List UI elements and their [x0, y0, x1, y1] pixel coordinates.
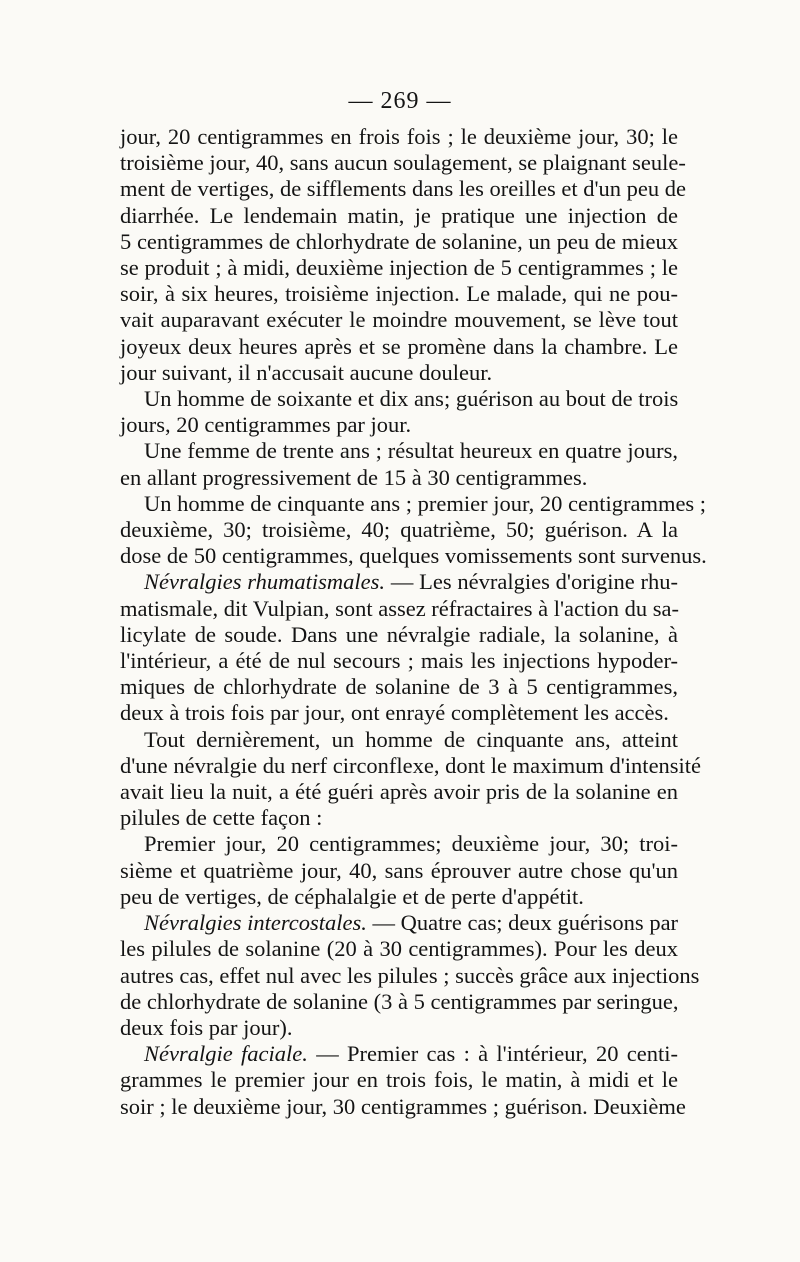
line-text: matismale, dit Vulpian, sont assez réfractaires à l'action du sa- — [120, 595, 679, 621]
line-text: peu de vertiges, de céphalalgie et de perte d'appétit. — [120, 883, 584, 909]
page-number: — 269 — — [348, 88, 452, 114]
paragraph — [120, 726, 702, 832]
text-line — [120, 989, 678, 1015]
line-text: pilules de cette façon : — [120, 805, 323, 831]
text-line — [120, 1041, 678, 1067]
text-line — [120, 962, 700, 989]
line-text: d'une névralgie du nerf circonflexe, dont le maximum d'intensité — [120, 752, 702, 778]
text-line — [120, 360, 678, 386]
line-text: vait auparavant exécuter le moindre mouvement, se lève tout — [120, 307, 678, 333]
section-heading: Névralgies rhumatismales. — [144, 569, 386, 595]
line-text: l'intérieur, a été de nul secours ; mais les injections hypoder- — [120, 648, 678, 674]
text-line — [120, 229, 678, 255]
text-line — [120, 203, 678, 229]
body-text — [120, 124, 707, 1120]
text-line — [120, 307, 678, 333]
line-text: les pilules de solanine (20 à 30 centigrammes). Pour les deux — [120, 936, 678, 962]
text-line — [120, 490, 707, 517]
text-line — [120, 176, 686, 202]
line-text: Un homme de soixante et dix ans; guérison au bout de trois — [144, 386, 679, 412]
section-heading: Névralgie faciale. — [144, 1041, 308, 1067]
paragraph — [120, 831, 678, 910]
text-line — [120, 910, 678, 936]
text-line — [120, 124, 678, 150]
text-line — [120, 255, 678, 281]
line-text: grammes le premier jour en trois fois, le matin, à midi et le — [120, 1067, 678, 1093]
line-text: jour, 20 centigrammes en frois fois ; le deuxième jour, 30; le — [120, 124, 678, 149]
line-text: de chlorhydrate de solanine (3 à 5 centigrammes par seringue, — [120, 988, 679, 1014]
line-text: sième et quatrième jour, 40, sans éprouver autre chose qu'un — [120, 857, 678, 883]
section-heading: Névralgies intercostales. — [144, 910, 367, 936]
line-text: 5 centigrammes de chlorhydrate de solanine, un peu de mieux — [120, 228, 678, 254]
text-line — [120, 858, 678, 884]
text-line — [120, 884, 678, 910]
line-text: Tout dernièrement, un homme de cinquante ans, atteint — [144, 726, 678, 752]
line-text: se produit ; à midi, deuxième injection de 5 centigrammes ; le — [120, 255, 678, 281]
line-text: dose de 50 centigrammes, quelques vomissements sont survenus. — [120, 543, 707, 569]
text-line — [120, 831, 678, 857]
text-line — [120, 622, 678, 648]
line-text: — Premier cas : à l'intérieur, 20 centi- — [307, 1041, 679, 1067]
paragraph — [120, 124, 686, 386]
paragraph — [120, 569, 678, 726]
paragraph — [120, 490, 707, 570]
line-text: Premier jour, 20 centigrammes; deuxième jour, 30; troi- — [144, 831, 678, 857]
line-text: — Les névralgies d'origine rhu- — [385, 569, 678, 595]
line-text: jour suivant, il n'accusait aucune douleur. — [120, 359, 493, 385]
paragraph — [120, 438, 678, 490]
text-line — [120, 281, 678, 307]
line-text: autres cas, effet nul avec les pilules ; succès grâce aux injections — [120, 962, 700, 988]
paragraph — [120, 1041, 686, 1120]
text-line — [120, 569, 678, 595]
line-text: licylate de soude. Dans une névralgie radiale, la solanine, à — [120, 621, 678, 647]
line-text: Une femme de trente ans ; résultat heureux en quatre jours, — [144, 438, 678, 464]
line-text: Un homme de cinquante ans ; premier jour, 20 centigrammes ; — [144, 490, 707, 516]
text-line — [120, 334, 678, 360]
text-line — [120, 438, 678, 464]
line-text: diarrhée. Le lendemain matin, je pratique une injection de — [120, 202, 678, 228]
line-text: joyeux deux heures après et se promène dans la chambre. Le — [120, 333, 678, 359]
text-line — [120, 465, 678, 491]
text-line — [120, 517, 678, 543]
text-line — [120, 674, 678, 700]
line-text: soir, à six heures, troisième injection. Le malade, qui ne pou- — [120, 281, 678, 307]
line-text: deux à trois fois par jour, ont enrayé complètement les accès. — [120, 700, 669, 726]
text-line — [120, 596, 678, 622]
text-line — [120, 150, 686, 176]
line-text: avait lieu la nuit, a été guéri après avoir pris de la solanine en — [120, 779, 678, 805]
text-line — [120, 752, 702, 779]
line-text: en allant progressivement de 15 à 30 centigrammes. — [120, 464, 588, 490]
text-line — [120, 700, 678, 726]
line-text: soir ; le deuxième jour, 30 centigrammes ; guérison. Deuxième — [120, 1093, 686, 1119]
line-text: troisième jour, 40, sans aucun soulagement, se plaignant seule- — [120, 150, 686, 176]
text-line — [120, 543, 707, 569]
line-text: miques de chlorhydrate de solanine de 3 à 5 centigrammes, — [120, 674, 678, 700]
text-line — [120, 1093, 686, 1120]
text-line — [120, 727, 678, 753]
paragraph — [120, 910, 700, 1041]
text-line — [120, 1067, 678, 1093]
text-line — [120, 805, 678, 831]
line-text: — Quatre cas; deux guérisons par — [366, 910, 679, 936]
text-line — [120, 779, 678, 805]
line-text: deuxième, 30; troisième, 40; quatrième, 50; guérison. A la — [120, 517, 678, 543]
text-line — [120, 412, 678, 438]
text-line — [120, 648, 678, 674]
line-text: jours, 20 centigrammes par jour. — [120, 412, 412, 438]
text-line — [120, 1015, 678, 1041]
paragraph — [120, 386, 678, 438]
line-text: deux fois par jour). — [120, 1014, 293, 1040]
line-text: ment de vertiges, de sifflements dans les oreilles et d'un peu de — [120, 176, 686, 202]
text-line — [120, 386, 678, 412]
text-line — [120, 936, 678, 962]
